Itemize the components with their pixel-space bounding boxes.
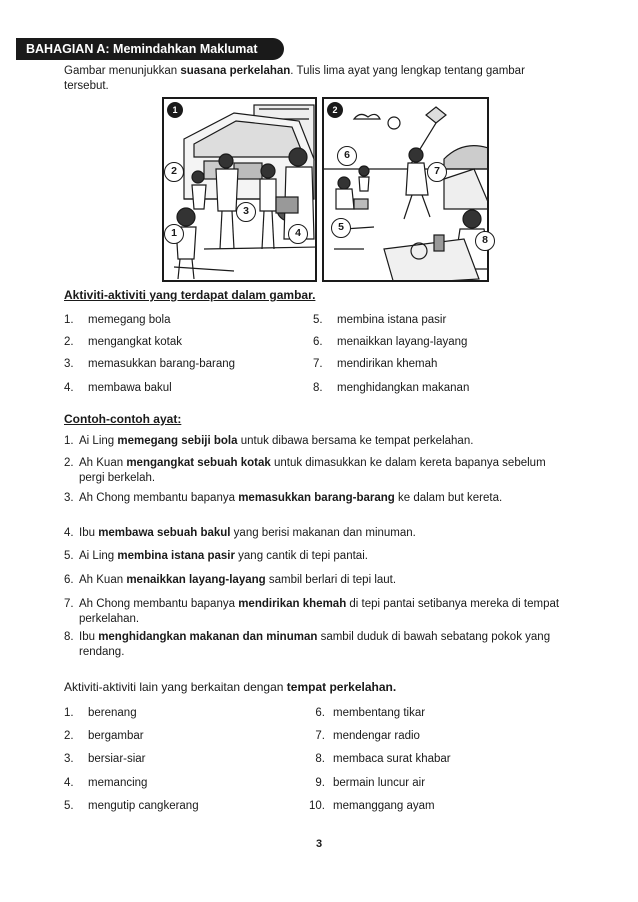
example-sentence: 1. Ai Ling memegang sebiji bola untuk dibawa bersama ke tempat perkelahan. bbox=[64, 435, 474, 447]
intro-part2: . Tulis lima ayat yang lengkap tentang gambar tersebut. bbox=[64, 65, 525, 92]
other-activity-item: 6. membentang tikar bbox=[315, 707, 426, 719]
other-activity-item: 5. mengutip cangkerang bbox=[64, 800, 199, 812]
picture-2-illustration bbox=[324, 99, 489, 282]
other-activities-heading: Aktiviti-aktiviti lain yang berkaitan dengan tempat perkelahan. bbox=[64, 680, 397, 694]
activity-item: 1. memegang bola bbox=[64, 314, 171, 326]
other-activity-item: 3. bersiar-siar bbox=[64, 753, 146, 765]
callout-1: 1 bbox=[164, 224, 184, 244]
other-activity-item: 7. mendengar radio bbox=[315, 730, 420, 742]
example-sentence: 5. Ai Ling membina istana pasir yang cantik di tepi pantai. bbox=[64, 550, 368, 562]
intro-bold: suasana perkelahan bbox=[180, 65, 291, 77]
example-sentence: 2. Ah Kuan mengangkat sebuah kotak untuk dimasukkan ke dalam kereta bapanya sebelum pergi berkelah. bbox=[64, 457, 546, 484]
picture-1-illustration bbox=[164, 99, 317, 282]
other-activity-item: 9. bermain luncur air bbox=[315, 777, 426, 789]
callout-4: 4 bbox=[288, 224, 308, 244]
callout-6: 6 bbox=[337, 146, 357, 166]
activity-item: 5. membina istana pasir bbox=[313, 314, 447, 326]
activity-item: 3. memasukkan barang-barang bbox=[64, 358, 236, 370]
activities-heading: Aktiviti-aktiviti yang terdapat dalam gambar. bbox=[64, 288, 316, 302]
section-title: BAHAGIAN A: Memindahkan Maklumat bbox=[16, 38, 284, 60]
other-activity-item: 10. memanggang ayam bbox=[309, 800, 435, 812]
picture-1-car-scene bbox=[162, 97, 317, 282]
examples-heading: Contoh-contoh ayat: bbox=[64, 412, 182, 426]
other-activity-item: 8. membaca surat khabar bbox=[315, 753, 451, 765]
example-sentence: 3. Ah Chong membantu bapanya memasukkan barang-barang ke dalam but kereta. bbox=[64, 492, 503, 504]
intro-text bbox=[64, 64, 544, 94]
callout-7: 7 bbox=[427, 162, 447, 182]
picture-number-2: 2 bbox=[327, 102, 343, 118]
other-activity-item: 1. berenang bbox=[64, 707, 137, 719]
picture-number-1: 1 bbox=[167, 102, 183, 118]
page-number: 3 bbox=[315, 838, 323, 850]
activity-item: 4. membawa bakul bbox=[64, 382, 172, 394]
activity-item: 6. menaikkan layang-layang bbox=[313, 336, 468, 348]
callout-2: 2 bbox=[164, 162, 184, 182]
activity-item: 7. mendirikan khemah bbox=[313, 358, 438, 370]
callout-5: 5 bbox=[331, 218, 351, 238]
activity-item: 2. mengangkat kotak bbox=[64, 336, 182, 348]
other-activity-item: 2. bergambar bbox=[64, 730, 144, 742]
example-sentence: 6. Ah Kuan menaikkan layang-layang sambil berlari di tepi laut. bbox=[64, 574, 397, 586]
other-activity-item: 4. memancing bbox=[64, 777, 148, 789]
picture-2-beach-scene bbox=[322, 97, 489, 282]
intro-part1: Gambar menunjukkan bbox=[64, 65, 181, 77]
example-sentence: 8. Ibu menghidangkan makanan dan minuman sambil duduk di bawah sebatang pokok yang rendang. bbox=[64, 631, 551, 658]
callout-3: 3 bbox=[236, 202, 256, 222]
callout-8: 8 bbox=[475, 231, 495, 251]
activity-item: 8. menghidangkan makanan bbox=[313, 382, 470, 394]
example-sentence: 4. Ibu membawa sebuah bakul yang berisi makanan dan minuman. bbox=[64, 527, 416, 539]
example-sentence: 7. Ah Chong membantu bapanya mendirikan khemah di tepi pantai setibanya mereka di tempat perkelahan. bbox=[64, 598, 560, 625]
